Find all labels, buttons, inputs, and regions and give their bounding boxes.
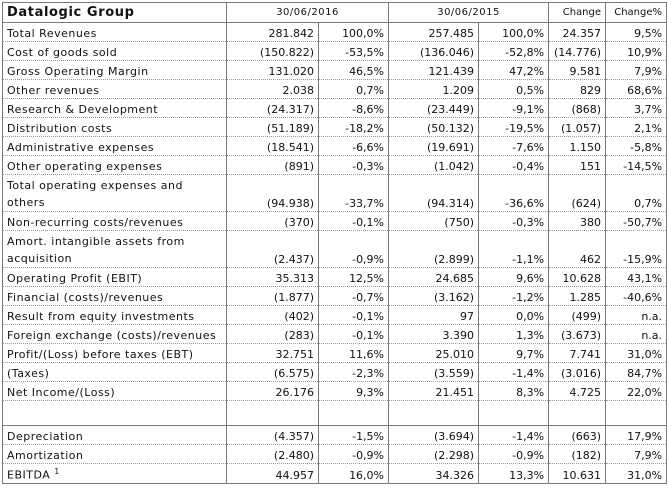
row-foreign-exchange [3,325,667,344]
row-taxes [3,363,667,382]
value-2015: (3.559) [389,363,479,382]
change-pct: 7,9% [606,445,667,464]
pct-2015: -1,4% [479,363,549,382]
spacer-cell [227,401,319,426]
pct-2016: -18,2% [319,118,389,137]
row-label: Profit/(Loss) before taxes (EBT) [3,344,227,363]
row-label: Gross Operating Margin [3,61,227,80]
value-2015: 3.390 [389,325,479,344]
value-2015: (3.162) [389,287,479,306]
row-label: Operating Profit (EBIT) [3,268,227,287]
row-depreciation [3,426,667,445]
value-2016: (18.541) [227,137,319,156]
pct-2016: -0,1% [319,212,389,231]
pct-2015: -7,6% [479,137,549,156]
value-2016: 26.176 [227,382,319,401]
change-pct: -15,9% [606,231,667,268]
value-2015: (50.132) [389,118,479,137]
row-amortization [3,445,667,464]
change-value: (868) [549,99,606,118]
change-value: (499) [549,306,606,325]
change-pct: 17,9% [606,426,667,445]
value-2015: 257.485 [389,23,479,42]
pct-2015: 100,0% [479,23,549,42]
pct-2016: 9,3% [319,382,389,401]
pct-2015: -0,3% [479,212,549,231]
change-value: 151 [549,156,606,175]
footnote-marker: 1 [54,467,60,476]
pct-2016: -0,7% [319,287,389,306]
change-pct: 2,1% [606,118,667,137]
pct-2015: 13,3% [479,464,549,484]
header-row [3,3,667,23]
change-pct: 0,7% [606,175,667,212]
change-pct: 43,1% [606,268,667,287]
change-pct-header: Change% [606,3,667,23]
value-2015: (136.046) [389,42,479,61]
row-non-recurring-costs [3,212,667,231]
value-2015: (94.314) [389,175,479,212]
pct-2016: 100,0% [319,23,389,42]
value-2015: 34.326 [389,464,479,484]
row-ebitda [3,464,667,484]
value-2016: (2.480) [227,445,319,464]
pct-2015: 0,5% [479,80,549,99]
value-2016: 281.842 [227,23,319,42]
period-current-header: 30/06/2016 [227,3,389,23]
pct-2015: 8,3% [479,382,549,401]
change-pct: 68,6% [606,80,667,99]
value-2016: (370) [227,212,319,231]
row-gross-operating-margin [3,61,667,80]
pct-2016: -1,5% [319,426,389,445]
row-label: Net Income/(Loss) [3,382,227,401]
value-2015: (2.298) [389,445,479,464]
pct-2016: 11,6% [319,344,389,363]
change-value: 1.285 [549,287,606,306]
change-value: (182) [549,445,606,464]
pct-2015: 9,7% [479,344,549,363]
row-label: Total Revenues [3,23,227,42]
change-pct: 3,7% [606,99,667,118]
row-other-revenues [3,80,667,99]
pct-2015: 0,0% [479,306,549,325]
row-label: Total operating expenses and others [3,175,227,212]
change-pct: -50,7% [606,212,667,231]
change-pct: -14,5% [606,156,667,175]
value-2016: (24.317) [227,99,319,118]
value-2016: 32.751 [227,344,319,363]
value-2015: (750) [389,212,479,231]
pct-2015: -36,6% [479,175,549,212]
change-pct: 31,0% [606,344,667,363]
value-2015: (19.691) [389,137,479,156]
row-label: Research & Development [3,99,227,118]
change-value: (14.776) [549,42,606,61]
row-label: Distribution costs [3,118,227,137]
row-profit-before-taxes [3,344,667,363]
value-2015: (3.694) [389,426,479,445]
pct-2015: -0,4% [479,156,549,175]
change-value: 24.357 [549,23,606,42]
spacer-cell [389,401,479,426]
value-2015: (23.449) [389,99,479,118]
change-value: 10.628 [549,268,606,287]
value-2015: 97 [389,306,479,325]
pct-2015: 9,6% [479,268,549,287]
change-pct: 22,0% [606,382,667,401]
row-label: Amortization [3,445,227,464]
spacer-cell [319,401,389,426]
row-label: Amort. intangible assets from acquisition [3,231,227,268]
spacer-row [3,401,667,426]
change-value: 9.581 [549,61,606,80]
value-2016: (94.938) [227,175,319,212]
pct-2015: -1,1% [479,231,549,268]
pct-2016: -53,5% [319,42,389,61]
pct-2015: -9,1% [479,99,549,118]
row-label [3,464,227,484]
value-2016: (51.189) [227,118,319,137]
change-value: 7.741 [549,344,606,363]
pct-2016: -0,1% [319,306,389,325]
row-label: Other operating expenses [3,156,227,175]
value-2016: (6.575) [227,363,319,382]
row-research-development [3,99,667,118]
change-value: 462 [549,231,606,268]
change-value: (624) [549,175,606,212]
row-label: Result from equity investments [3,306,227,325]
row-operating-profit-ebit [3,268,667,287]
pct-2016: -8,6% [319,99,389,118]
row-label: Depreciation [3,426,227,445]
change-pct: 84,7% [606,363,667,382]
value-2016: 2.038 [227,80,319,99]
change-value: (663) [549,426,606,445]
change-pct: n.a. [606,306,667,325]
row-label: Administrative expenses [3,137,227,156]
value-2015: 1.209 [389,80,479,99]
pct-2016: 16,0% [319,464,389,484]
change-value: 1.150 [549,137,606,156]
row-label: Other revenues [3,80,227,99]
change-header: Change [549,3,606,23]
value-2016: (283) [227,325,319,344]
value-2015: (1.042) [389,156,479,175]
row-total-operating-expenses [3,175,667,212]
value-2016: (4.357) [227,426,319,445]
row-distribution-costs [3,118,667,137]
value-2015: 21.451 [389,382,479,401]
row-label: Non-recurring costs/revenues [3,212,227,231]
ebitda-label: EBITDA [7,468,51,482]
row-other-operating-expenses [3,156,667,175]
change-value: 380 [549,212,606,231]
value-2016: (1.877) [227,287,319,306]
pct-2016: -6,6% [319,137,389,156]
spacer-cell [606,401,667,426]
row-cost-of-goods-sold [3,42,667,61]
change-pct: -5,8% [606,137,667,156]
change-value: (3.673) [549,325,606,344]
change-value: 4.725 [549,382,606,401]
row-amort-intangible-assets [3,231,667,268]
row-label: Cost of goods sold [3,42,227,61]
change-pct: 9,5% [606,23,667,42]
value-2016: 35.313 [227,268,319,287]
value-2016: (891) [227,156,319,175]
value-2015: 25.010 [389,344,479,363]
pct-2015: -52,8% [479,42,549,61]
row-label: Financial (costs)/revenues [3,287,227,306]
pct-2015: -1,4% [479,426,549,445]
pct-2015: -19,5% [479,118,549,137]
change-value: 829 [549,80,606,99]
change-pct: n.a. [606,325,667,344]
pct-2016: -0,3% [319,156,389,175]
pct-2016: 12,5% [319,268,389,287]
pct-2016: 46,5% [319,61,389,80]
value-2015: 121.439 [389,61,479,80]
pct-2016: 0,7% [319,80,389,99]
change-value: (1.057) [549,118,606,137]
row-label: (Taxes) [3,363,227,382]
value-2016: (402) [227,306,319,325]
value-2016: 131.020 [227,61,319,80]
change-value: 10.631 [549,464,606,484]
change-pct: 31,0% [606,464,667,484]
spacer-cell [479,401,549,426]
table-title: Datalogic Group [3,3,227,23]
change-value: (3.016) [549,363,606,382]
change-pct: -40,6% [606,287,667,306]
pct-2016: -0,9% [319,445,389,464]
value-2016: (150.822) [227,42,319,61]
pct-2016: -33,7% [319,175,389,212]
pct-2015: -1,2% [479,287,549,306]
change-pct: 10,9% [606,42,667,61]
row-net-income [3,382,667,401]
spacer-cell [549,401,606,426]
pct-2016: -2,3% [319,363,389,382]
pct-2015: -0,9% [479,445,549,464]
spacer-cell [3,401,227,426]
row-total-revenues [3,23,667,42]
pct-2016: -0,9% [319,231,389,268]
row-equity-investments [3,306,667,325]
pct-2015: 47,2% [479,61,549,80]
value-2016: (2.437) [227,231,319,268]
period-prior-header: 30/06/2015 [389,3,549,23]
row-label: Foreign exchange (costs)/revenues [3,325,227,344]
value-2015: (2.899) [389,231,479,268]
income-statement-table [2,2,667,484]
change-pct: 7,9% [606,61,667,80]
pct-2016: -0,1% [319,325,389,344]
pct-2015: 1,3% [479,325,549,344]
row-financial-costs [3,287,667,306]
row-administrative-expenses [3,137,667,156]
income-statement [2,2,666,500]
value-2015: 24.685 [389,268,479,287]
value-2016: 44.957 [227,464,319,484]
